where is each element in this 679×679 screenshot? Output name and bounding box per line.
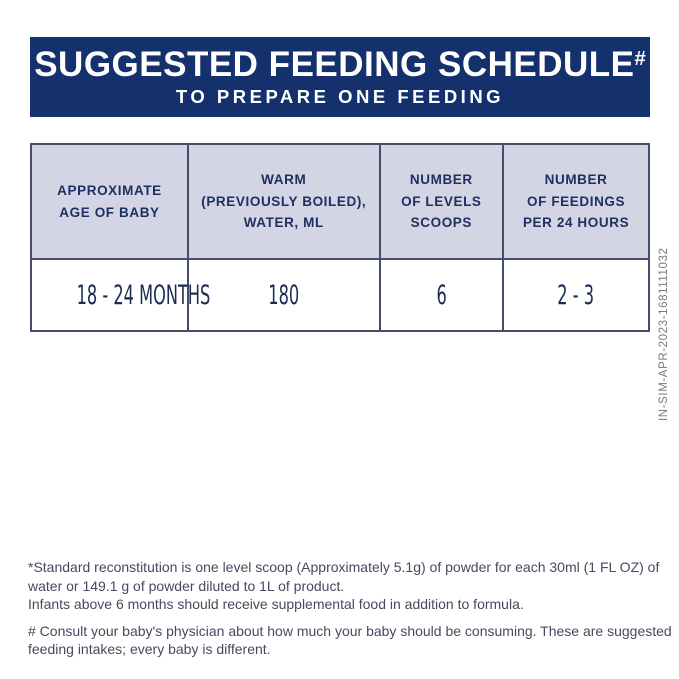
- footnote-physician: [28, 622, 672, 659]
- header-line: WATER, ML: [243, 215, 324, 231]
- header-line: WARM: [261, 172, 307, 188]
- footnote-reconstitution: [28, 558, 658, 614]
- footnote-line: # Consult your baby's physician about how much your baby should be consuming. These are suggested: [28, 622, 672, 639]
- header-line: APPROXIMATE: [57, 182, 162, 198]
- header-line: OF LEVELS: [401, 193, 482, 209]
- batch-code-vertical: IN-SIM-APR-2023-1681111032: [658, 247, 670, 421]
- cell-feedings-value: 2 - 3: [557, 279, 595, 311]
- banner-title-footnote-mark: #: [634, 48, 646, 71]
- feeding-schedule-table: [30, 143, 650, 332]
- banner-title-text: SUGGESTED FEEDING SCHEDULE: [34, 45, 635, 85]
- header-line: NUMBER: [409, 172, 473, 188]
- footnotes: [28, 558, 672, 659]
- table-row: [31, 259, 649, 331]
- footnote-line: feeding intakes; every baby is different.: [28, 641, 271, 657]
- banner: [30, 37, 650, 117]
- header-line: (PREVIOUSLY BOILED),: [201, 193, 367, 209]
- cell-age-value: 18 - 24 MONTHS: [76, 279, 211, 311]
- cell-feedings: [503, 259, 649, 331]
- banner-subtitle: TO PREPARE ONE FEEDING: [175, 86, 505, 108]
- footnote-line: water or 149.1 g of powder diluted to 1L of product.: [28, 577, 345, 594]
- footnote-line: *Standard reconstitution is one level scoop (Approximately 5.1g) of powder for each 30ml (1 FL OZ) of: [28, 559, 660, 575]
- cell-age: [31, 259, 211, 331]
- banner-title: [34, 45, 646, 85]
- cell-scoops: [380, 259, 504, 331]
- cell-water-ml-value: 180: [268, 279, 300, 311]
- table-header-row: [31, 144, 649, 259]
- column-header-water: [188, 144, 380, 259]
- header-line: PER 24 HOURS: [522, 215, 630, 231]
- column-header-scoops: [380, 144, 504, 259]
- cell-water-ml: [188, 259, 380, 331]
- footnote-line: Infants above 6 months should receive supplemental food in addition to formula.: [28, 596, 524, 612]
- header-line: AGE OF BABY: [59, 204, 160, 220]
- cell-scoops-value: 6: [436, 279, 447, 311]
- header-line: NUMBER: [544, 172, 608, 188]
- column-header-feedings: [503, 144, 649, 259]
- header-line: OF FEEDINGS: [527, 193, 626, 209]
- column-header-age: [31, 144, 188, 259]
- header-line: SCOOPS: [410, 215, 473, 231]
